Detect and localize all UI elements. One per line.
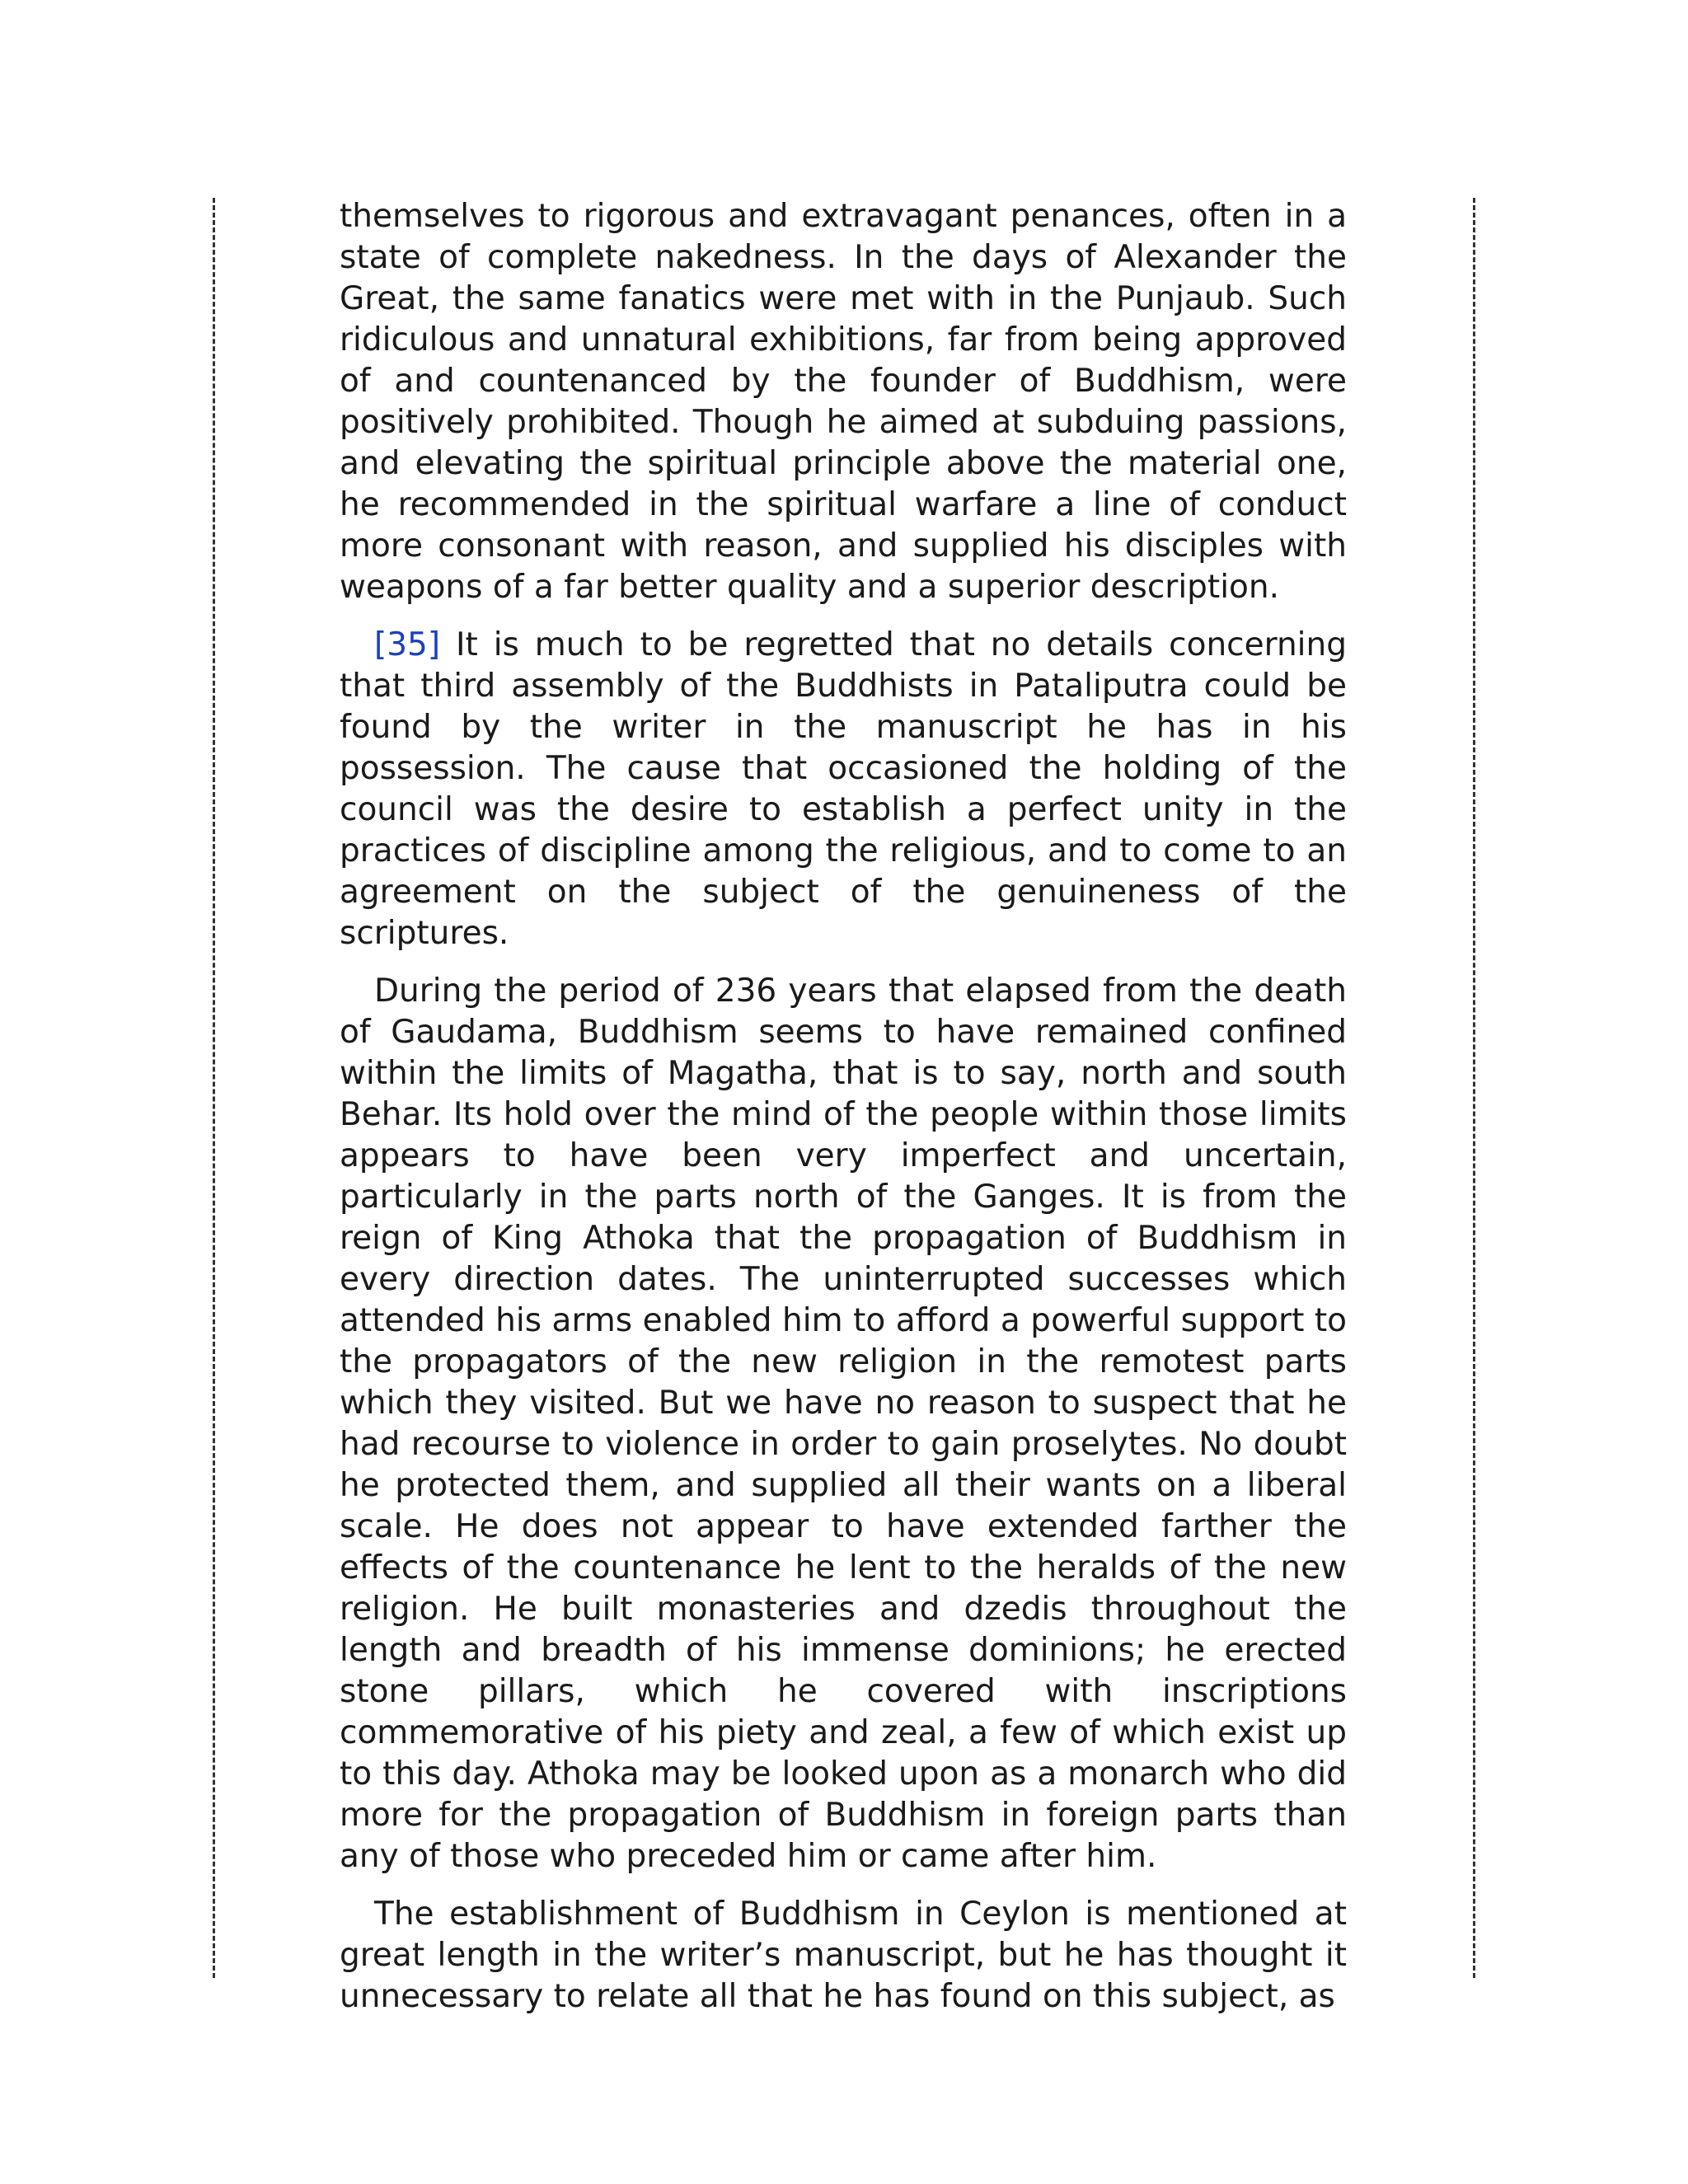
body-text bbox=[340, 196, 1347, 2034]
paragraph-3: During the period of 236 years that elapsed from the death of Gaudama, Buddhism seems to have remained confined within the limits of Magatha, that is to say, north and south Behar. Its hold over the mind of the people within those limits appears to have been very imperfect and uncertain, particularly in the parts north of the Ganges. It is from the reign of King Athoka that the propagation of Buddhism in every direction dates. The uninterrupted successes which attended his arms enabled him to afford a powerful support to the propagators of the new religion in the remotest parts which they visited. But we have no reason to suspect that he had recourse to violence in order to gain proselytes. No doubt he protected them, and supplied all their wants on a liberal scale. He does not appear to have extended farther the effects of the countenance he lent to the heralds of the new religion. He built monasteries and dzedis throughout the length and breadth of his immense dominions; he erected stone pillars, which he covered with inscriptions commemorative of his piety and zeal, a few of which exist up to this day. Athoka may be looked upon as a monarch who did more for the propagation of Buddhism in foreign parts than any of those who preceded him or came after him. bbox=[340, 972, 1347, 1875]
right-margin-border bbox=[1473, 198, 1475, 1978]
paragraph-2-text: It is much to be regretted that no details concerning that third assembly of the Buddhists in Pataliputra could be found by the writer in the manuscript he has in his possession. The cause that occasioned the holding of the council was the desire to establish a perfect unity in the practices of discipline among the religious, and to come to an agreement on the subject of the genuineness of the scriptures. bbox=[340, 626, 1347, 952]
paragraph-4: The establishment of Buddhism in Ceylon is mentioned at great length in the writer’s manuscript, but he has thought it unnecessary to relate all that he has found on this subject, as bbox=[340, 1896, 1347, 2015]
paragraph-2 bbox=[340, 625, 1347, 954]
page-number-link[interactable]: [35] bbox=[374, 626, 441, 663]
paragraph-1: themselves to rigorous and extravagant penances, often in a state of complete nakedness. In the days of Alexander the Great, the same fanatics were met with in the Punjaub. Such ridiculous and unnatural exhibitions, far from being approved of and countenanced by the founder of Buddhism, were positively prohibited. Though he aimed at subduing passions, and elevating the spiritual principle above the material one, he recommended in the spiritual warfare a line of conduct more consonant with reason, and supplied his disciples with weapons of a far better quality and a superior description. bbox=[340, 198, 1347, 606]
left-margin-border bbox=[213, 198, 215, 1978]
